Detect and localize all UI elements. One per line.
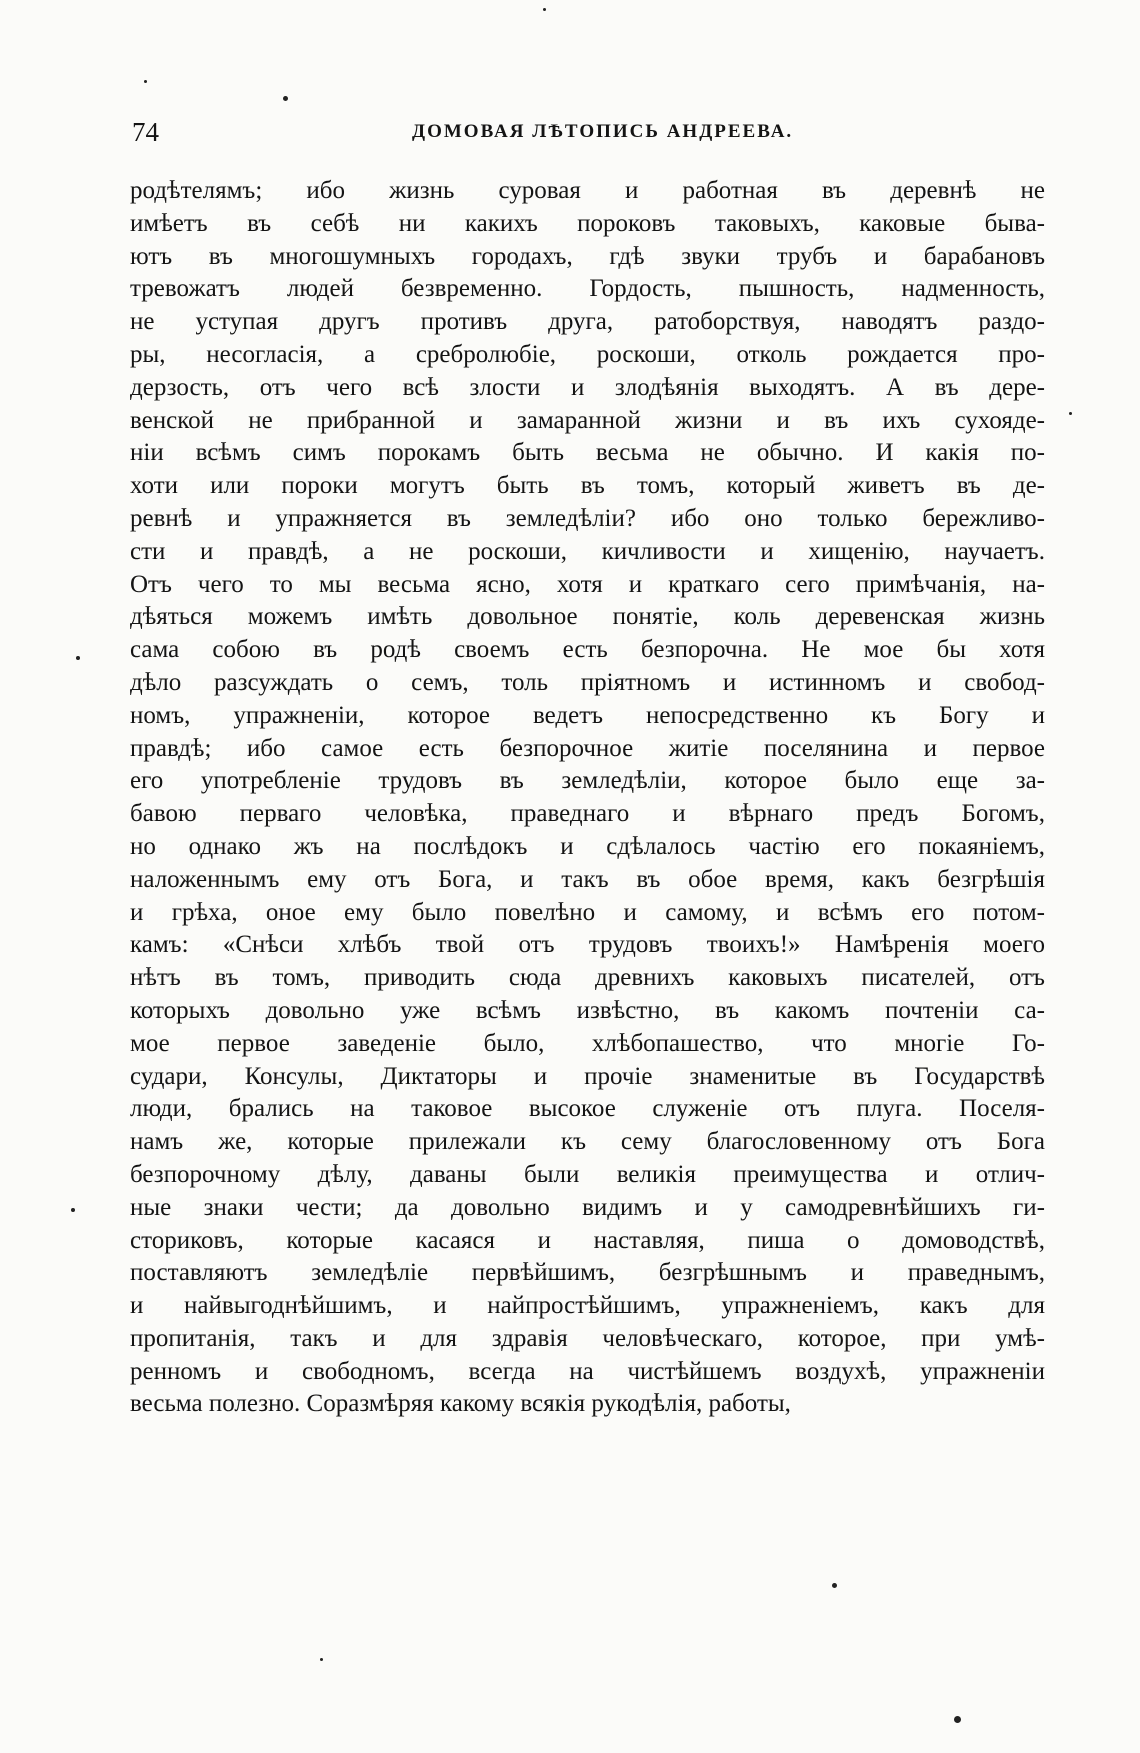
text-line: не уступая другъ противъ друга, ратоборствуя, наводятъ раздо- xyxy=(130,308,1045,336)
text-line: дерзость, отъ чего всѣ злости и злодѣянія выходятъ. А въ дере- xyxy=(130,373,1045,401)
text-line: Отъ чего то мы весьма ясно, хотя и краткаго сего примѣчанія, на- xyxy=(130,570,1045,598)
scan-speck xyxy=(1069,412,1072,415)
text-line: сториковъ, которые касаяся и наставляя, пиша о домоводствѣ, xyxy=(130,1226,1045,1254)
text-line: люди, брались на таковое высокое служеніе отъ плуга. Поселя- xyxy=(130,1095,1045,1123)
text-line: его употребленіе трудовъ въ земледѣліи, которое было еще за- xyxy=(130,767,1045,795)
text-line: родѣтелямъ; ибо жизнь суровая и работная въ деревнѣ не xyxy=(130,177,1045,204)
text-line: ютъ въ многошумныхъ городахъ, гдѣ звуки трубъ и барабановъ xyxy=(130,242,1045,270)
text-line: но однако жъ на послѣдокъ и сдѣлалось частію его покаяніемъ, xyxy=(130,832,1045,860)
text-line: ренномъ и свободномъ, всегда на чистѣйшемъ воздухѣ, упражненіи xyxy=(130,1357,1045,1385)
text-line: ные знаки чести; да довольно видимъ и у самодревнѣйшихъ ги- xyxy=(130,1193,1045,1221)
text-line: номъ, упражненіи, которое ведетъ непосредственно къ Богу и xyxy=(130,701,1045,729)
text-line: сти и правдѣ, а не роскоши, кичливости и хищенію, научаетъ. xyxy=(130,537,1045,565)
running-title: ДОМОВАЯ ЛѢТОПИСЬ АНДРЕЕВА. xyxy=(412,121,794,142)
text-line: венской не прибранной и замаранной жизни и въ ихъ сухояде- xyxy=(130,406,1045,434)
scan-speck xyxy=(832,1583,837,1588)
text-line: дѣяться можемъ имѣть довольное понятіе, коль деревенская жизнь xyxy=(130,603,1045,631)
scan-speck xyxy=(543,8,546,11)
text-line: наложеннымъ ему отъ Бога, и такъ въ обое время, какъ безгрѣшія xyxy=(130,865,1045,893)
page-header xyxy=(132,112,1042,152)
text-line: сама собою въ родѣ своемъ есть безпорочна. Не мое бы хотя xyxy=(130,636,1045,664)
body-text xyxy=(130,175,1045,1421)
text-line: мое первое заведеніе было, хлѣбопашество, что многіе Го- xyxy=(130,1029,1045,1057)
text-line: и грѣха, оное ему было повелѣно и самому, и всѣмъ его потом- xyxy=(130,898,1045,926)
text-line: нѣтъ въ томъ, приводить сюда древнихъ каковыхъ писателей, отъ xyxy=(130,964,1045,992)
text-line: намъ же, которые прилежали къ сему благословенному отъ Бога xyxy=(130,1128,1045,1156)
text-line: ніи всѣмъ симъ порокамъ быть весьма не обычно. И какія по- xyxy=(130,439,1045,467)
text-line: имѣетъ въ себѣ ни какихъ пороковъ таковыхъ, каковые быва- xyxy=(130,209,1045,237)
text-line: пропитанія, такъ и для здравія человѣческаго, которое, при умѣ- xyxy=(130,1324,1045,1352)
scan-speck xyxy=(144,80,147,83)
text-line: весьма полезно. Соразмѣряя какому всякія рукодѣлія, работы, xyxy=(130,1390,791,1418)
text-line: безпорочному дѣлу, даваны были великія преимущества и отлич- xyxy=(130,1160,1045,1188)
scan-speck xyxy=(320,1658,323,1661)
text-line: ры, несогласія, а сребролюбіе, роскоши, отколь рождается про- xyxy=(130,340,1045,368)
text-line: которыхъ довольно уже всѣмъ извѣстно, въ какомъ почтеніи са- xyxy=(130,996,1045,1024)
text-line: поставляютъ земледѣліе первѣйшимъ, безгрѣшнымъ и праведнымъ, xyxy=(130,1259,1045,1287)
text-line: дѣло разсуждать о семъ, толь пріятномъ и истинномъ и свобод- xyxy=(130,668,1045,696)
text-line: и найвыгоднѣйшимъ, и найпростѣйшимъ, упражненіемъ, какъ для xyxy=(130,1292,1045,1320)
scan-speck xyxy=(71,1208,75,1212)
text-line: судари, Консулы, Диктаторы и прочіе знаменитые въ Государствѣ xyxy=(130,1062,1045,1090)
scan-speck xyxy=(283,96,288,101)
text-line: тревожатъ людей безвременно. Гордость, пышность, надменность, xyxy=(130,275,1045,303)
text-line: правдѣ; ибо самое есть безпорочное житіе поселянина и первое xyxy=(130,734,1045,762)
page-number: 74 xyxy=(132,117,159,147)
text-line: хоти или пороки могутъ быть въ томъ, который живетъ въ де- xyxy=(130,472,1045,500)
text-line: ревнѣ и упражняется въ земледѣліи? ибо оно только бережливо- xyxy=(130,504,1045,532)
text-line: камъ: «Снѣси хлѣбъ твой отъ трудовъ твоихъ!» Намѣренія моего xyxy=(130,931,1045,959)
text-line: бавою перваго человѣка, праведнаго и вѣрнаго предъ Богомъ, xyxy=(130,800,1045,828)
scan-speck xyxy=(76,656,80,660)
scan-speck xyxy=(954,1716,961,1723)
